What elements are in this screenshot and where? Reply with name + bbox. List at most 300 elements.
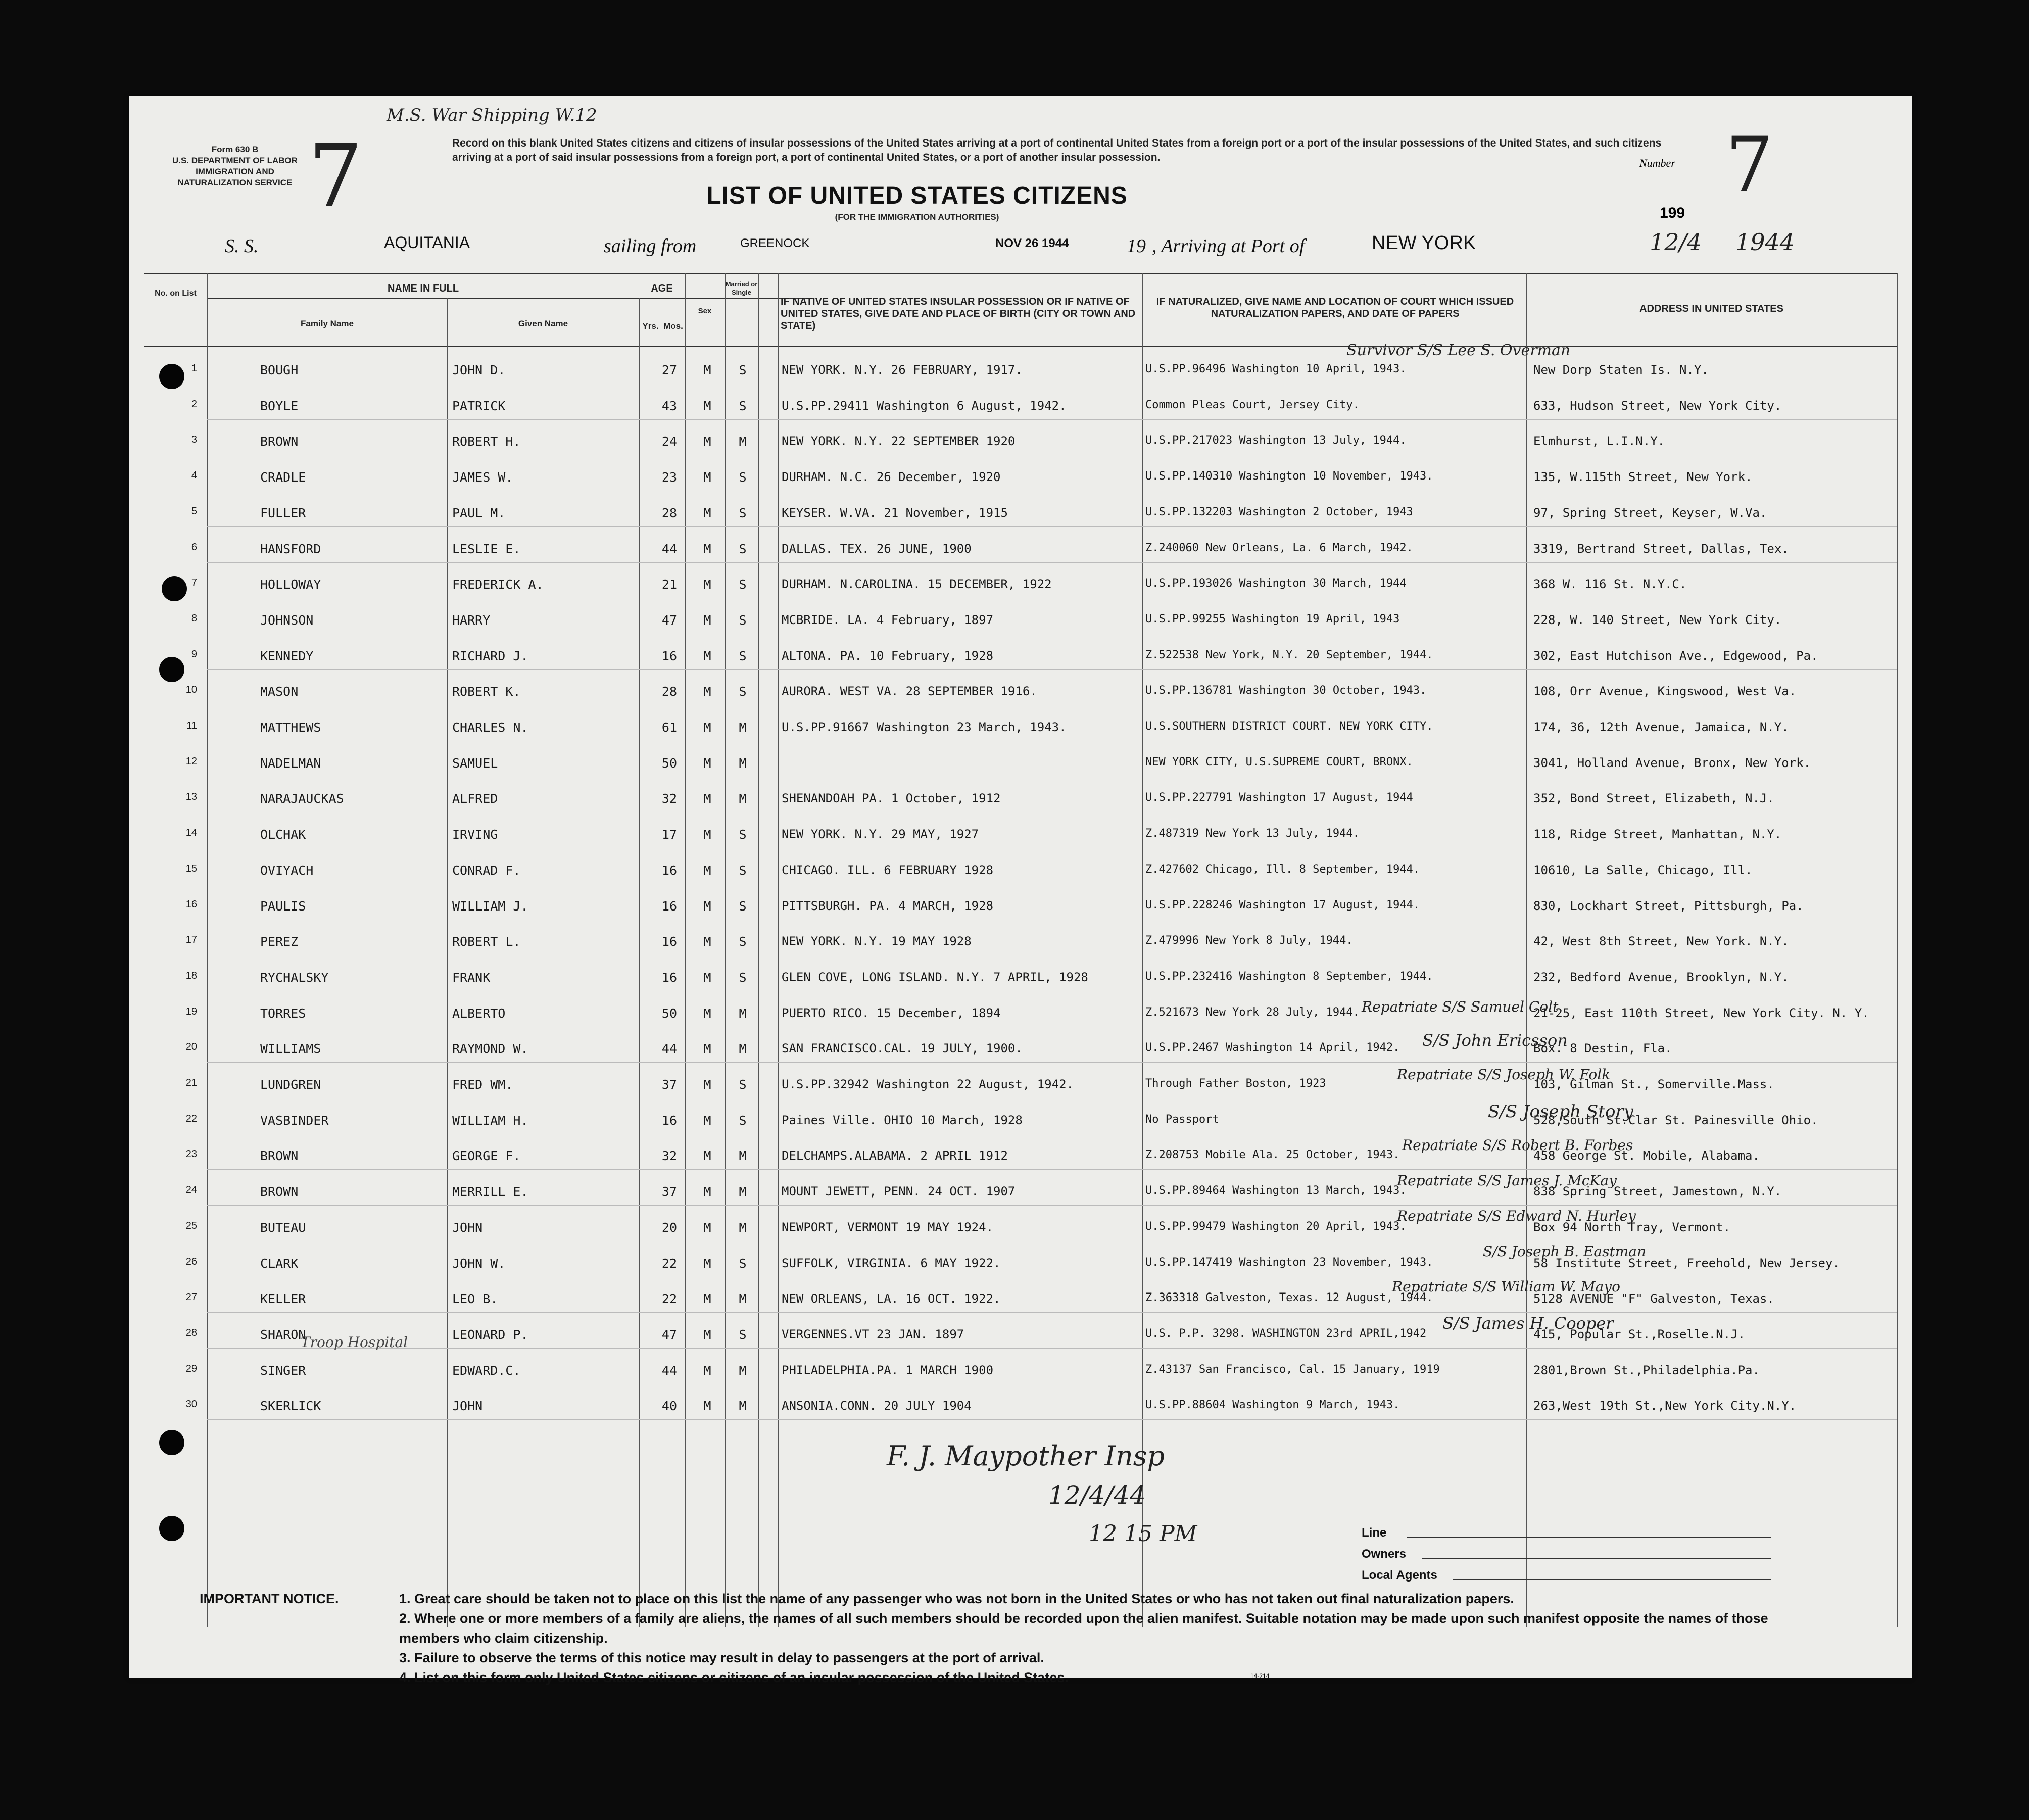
naturalization-info: U.S.PP.136781 Washington 30 October, 1943. xyxy=(1145,684,1427,697)
given-name: CHARLES N. xyxy=(452,720,528,735)
age: 27 xyxy=(661,363,677,377)
age: 44 xyxy=(661,1041,677,1057)
birth-info: NEWPORT, VERMONT 19 MAY 1924. xyxy=(782,1220,994,1234)
age: 20 xyxy=(661,1220,677,1235)
table-row xyxy=(129,1277,1912,1313)
address: 3319, Bertrand Street, Dallas, Tex. xyxy=(1533,541,1789,556)
annotation-john-ericsson: S/S John Ericsson xyxy=(1422,1031,1568,1050)
naturalization-info: Z.521673 New York 28 July, 1944. xyxy=(1145,1005,1360,1019)
address: 302, East Hutchison Ave., Edgewood, Pa. xyxy=(1533,648,1818,663)
top-handwritten-note: M.S. War Shipping W.12 xyxy=(387,105,597,125)
table-row xyxy=(129,849,1912,884)
age: 21 xyxy=(661,577,677,592)
sex: M xyxy=(703,863,711,878)
header-family-name: Family Name xyxy=(301,319,354,328)
address: 58 Institute Street, Freehold, New Jersey. xyxy=(1533,1256,1840,1270)
row-number: 22 xyxy=(185,1113,197,1124)
naturalization-info: U.S.PP.99479 Washington 20 April, 1943. xyxy=(1145,1220,1407,1233)
table-row xyxy=(129,920,1912,955)
age: 16 xyxy=(661,970,677,985)
address: 830, Lockhart Street, Pittsburgh, Pa. xyxy=(1533,898,1804,913)
marital-status: S xyxy=(739,363,747,377)
family-name: HANSFORD xyxy=(260,541,321,556)
header-birth: IF NATIVE OF UNITED STATES INSULAR POSSESSION OR IF NATIVE OF UNITED STATES, GIVE DATE AND PLACE OF BIRTH (CITY OR TOWN AND STATE) xyxy=(781,296,1136,331)
table-row xyxy=(129,1206,1912,1241)
notice-item-1: 1. Great care should be taken not to place on this list the name of any passenger who was not born in the United States or who has not taken out final naturalization papers. xyxy=(399,1591,1514,1606)
naturalization-info: U.S.PP.232416 Washington 8 September, 1944. xyxy=(1145,970,1433,983)
naturalization-info: U.S.PP.99255 Washington 19 April, 1943 xyxy=(1145,612,1400,626)
address: 458 George St. Mobile, Alabama. xyxy=(1533,1148,1760,1163)
header-sex: Sex xyxy=(698,307,712,315)
sex: M xyxy=(703,791,711,806)
marital-status: M xyxy=(739,1399,747,1414)
naturalization-info: U.S.PP.132203 Washington 2 October, 1943 xyxy=(1145,505,1413,518)
given-name: HARRY xyxy=(452,612,491,628)
birth-info: KEYSER. W.VA. 21 November, 1915 xyxy=(782,505,1008,520)
naturalization-info: U.S. P.P. 3298. WASHINGTON 23rd APRIL,1942 xyxy=(1145,1327,1427,1340)
page-title: LIST OF UNITED STATES CITIZENS xyxy=(706,182,1128,209)
marital-status: M xyxy=(739,1184,747,1200)
header-name-in-full: NAME IN FULL xyxy=(387,283,459,294)
footer-agents-label: Local Agents xyxy=(1362,1568,1437,1582)
header-age: AGE xyxy=(651,283,673,294)
sex: M xyxy=(703,1184,711,1200)
given-name: LESLIE E. xyxy=(452,541,521,556)
age: 28 xyxy=(661,684,677,699)
sex: M xyxy=(703,363,711,377)
row-number: 28 xyxy=(185,1327,197,1338)
family-name: JOHNSON xyxy=(260,612,314,628)
family-name: BROWN xyxy=(260,1148,299,1164)
row-number: 18 xyxy=(185,970,197,981)
naturalization-info: Z.363318 Galveston, Texas. 12 August, 1944. xyxy=(1145,1291,1433,1305)
year-prefix: 19 xyxy=(1127,235,1146,257)
sex: M xyxy=(703,934,711,949)
birth-info: U.S.PP.32942 Washington 22 August, 1942. xyxy=(782,1077,1074,1091)
age: 47 xyxy=(661,612,677,628)
address: 228, W. 140 Street, New York City. xyxy=(1533,612,1782,627)
annotation-joseph-eastman: S/S Joseph B. Eastman xyxy=(1483,1243,1646,1260)
address: 838 Spring Street, Jamestown, N.Y. xyxy=(1533,1184,1782,1199)
family-name: KELLER xyxy=(260,1291,306,1307)
table-row xyxy=(129,528,1912,563)
sex: M xyxy=(703,684,711,699)
table-row xyxy=(129,420,1912,455)
table-row xyxy=(129,1134,1912,1170)
marital-status: S xyxy=(739,398,747,413)
naturalization-info: Z.487319 New York 13 July, 1944. xyxy=(1145,827,1360,840)
row-number: 21 xyxy=(185,1077,197,1088)
sex: M xyxy=(703,720,711,735)
naturalization-info: Z.240060 New Orleans, La. 6 March, 1942. xyxy=(1145,541,1413,554)
row-number: 5 xyxy=(191,505,197,517)
address: 97, Spring Street, Keyser, W.Va. xyxy=(1533,505,1767,520)
important-notice xyxy=(200,1589,1816,1688)
row-number: 11 xyxy=(186,720,197,731)
table-row xyxy=(129,1099,1912,1134)
address: 368 W. 116 St. N.Y.C. xyxy=(1533,577,1687,592)
record-instructions: Record on this blank United States citizens and citizens of insular possessions of the United States arriving at a port of continental United States from a foreign port or a port of the insular possessions of the United States, and such citizens arriving at a port of said insular possessions from a foreign port, a port of continental United States, or a port of another insular possession. xyxy=(452,137,1662,163)
age: 37 xyxy=(661,1184,677,1200)
age: 37 xyxy=(661,1077,677,1092)
birth-info: MCBRIDE. LA. 4 February, 1897 xyxy=(782,612,994,627)
naturalization-info: Common Pleas Court, Jersey City. xyxy=(1145,398,1360,411)
family-name: WILLIAMS xyxy=(260,1041,321,1057)
address: 135, W.115th Street, New York. xyxy=(1533,470,1753,485)
row-number: 19 xyxy=(185,1005,197,1017)
marital-status: S xyxy=(739,898,747,914)
annotation-troop-hospital: Troop Hospital xyxy=(301,1334,408,1351)
arrival-port: NEW YORK xyxy=(1372,232,1476,254)
age: 16 xyxy=(661,1113,677,1128)
row-number: 26 xyxy=(185,1256,197,1267)
form-info xyxy=(169,144,301,188)
sex: M xyxy=(703,1113,711,1128)
sex: M xyxy=(703,577,711,592)
birth-info: DELCHAMPS.ALABAMA. 2 APRIL 1912 xyxy=(782,1148,1008,1163)
age: 32 xyxy=(661,1148,677,1164)
sex: M xyxy=(703,1399,711,1414)
address: 3041, Holland Avenue, Bronx, New York. xyxy=(1533,755,1811,770)
sex: M xyxy=(703,970,711,985)
address: 352, Bond Street, Elizabeth, N.J. xyxy=(1533,791,1774,806)
naturalization-info: Z.208753 Mobile Ala. 25 October, 1943. xyxy=(1145,1148,1400,1162)
age: 16 xyxy=(661,898,677,914)
marital-status: M xyxy=(739,720,747,735)
annotation-william-mayo: Repatriate S/S William W. Mayo xyxy=(1392,1278,1620,1295)
address: 103, Gilman St., Somerville.Mass. xyxy=(1533,1077,1774,1091)
table-row xyxy=(129,670,1912,705)
age: 23 xyxy=(661,470,677,485)
footer-owners-label: Owners xyxy=(1362,1547,1407,1561)
address: 232, Bedford Avenue, Brooklyn, N.Y. xyxy=(1533,970,1789,984)
header-no-on-list: No. on List xyxy=(155,289,197,298)
annotation-survivor: Survivor S/S Lee S. Overman xyxy=(1346,342,1571,359)
address: 42, West 8th Street, New York. N.Y. xyxy=(1533,934,1789,949)
family-name: MATTHEWS xyxy=(260,720,321,735)
age: 50 xyxy=(661,755,677,771)
row-number: 17 xyxy=(185,934,197,946)
marital-status: M xyxy=(739,1220,747,1235)
family-name: OVIYACH xyxy=(260,863,314,878)
sex: M xyxy=(703,470,711,485)
annotation-james-cooper: S/S James H. Cooper xyxy=(1442,1314,1614,1333)
row-number: 2 xyxy=(191,398,197,410)
notice-heading: IMPORTANT NOTICE. xyxy=(200,1591,339,1606)
birth-info: DURHAM. N.CAROLINA. 15 DECEMBER, 1922 xyxy=(782,577,1052,592)
page-subtitle: (FOR THE IMMIGRATION AUTHORITIES) xyxy=(835,212,999,222)
table-row xyxy=(129,885,1912,920)
marital-status: S xyxy=(739,1077,747,1092)
address: 633, Hudson Street, New York City. xyxy=(1533,398,1782,413)
table-row xyxy=(129,706,1912,741)
marital-status: S xyxy=(739,612,747,628)
age: 16 xyxy=(661,648,677,663)
table-row xyxy=(129,1027,1912,1063)
sex: M xyxy=(703,612,711,628)
address: 528,South St.Clar St. Painesville Ohio. xyxy=(1533,1113,1818,1127)
address: 108, Orr Avenue, Kingswood, West Va. xyxy=(1533,684,1797,699)
big-list-number: 7 xyxy=(308,126,363,226)
age: 17 xyxy=(661,827,677,842)
address: 21-25, East 110th Street, New York City. N. Y. xyxy=(1533,1005,1869,1020)
sex: M xyxy=(703,398,711,413)
sex: M xyxy=(703,541,711,556)
given-name: GEORGE F. xyxy=(452,1148,521,1164)
marital-status: M xyxy=(739,1005,747,1021)
naturalization-info: Through Father Boston, 1923 xyxy=(1145,1077,1326,1090)
punch-hole xyxy=(159,1430,184,1455)
naturalization-info: Z.479996 New York 8 July, 1944. xyxy=(1145,934,1353,947)
table-row xyxy=(129,599,1912,634)
given-name: JAMES W. xyxy=(452,470,513,485)
naturalization-info: Z.522538 New York, N.Y. 20 September, 1944. xyxy=(1145,648,1433,661)
naturalization-info: No Passport xyxy=(1145,1113,1219,1126)
marital-status: M xyxy=(739,1363,747,1378)
sex: M xyxy=(703,755,711,771)
table-row xyxy=(129,1349,1912,1384)
table-row xyxy=(129,742,1912,777)
row-number: 24 xyxy=(185,1184,197,1196)
marital-status: S xyxy=(739,505,747,520)
family-name: FULLER xyxy=(260,505,306,520)
age: 22 xyxy=(661,1291,677,1307)
family-name: KENNEDY xyxy=(260,648,314,663)
table-row xyxy=(129,777,1912,812)
row-number: 7 xyxy=(191,577,197,589)
family-name: RYCHALSKY xyxy=(260,970,329,985)
given-name: EDWARD.C. xyxy=(452,1363,521,1378)
table-row xyxy=(129,1063,1912,1098)
marital-status: S xyxy=(739,1256,747,1271)
naturalization-info: U.S.PP.217023 Washington 13 July, 1944. xyxy=(1145,434,1407,447)
family-name: TORRES xyxy=(260,1005,306,1021)
given-name: IRVING xyxy=(452,827,498,842)
given-name: ALBERTO xyxy=(452,1005,506,1021)
sailing-label: sailing from xyxy=(604,235,697,257)
row-number: 27 xyxy=(185,1291,197,1303)
birth-info: NEW ORLEANS, LA. 16 OCT. 1922. xyxy=(782,1291,1001,1306)
age: 32 xyxy=(661,791,677,806)
inspector-signature: F. J. Maypother Insp xyxy=(887,1440,1165,1472)
given-name: ROBERT L. xyxy=(452,934,521,949)
birth-info: U.S.PP.29411 Washington 6 August, 1942. xyxy=(782,398,1067,413)
row-number: 20 xyxy=(185,1041,197,1053)
row-number: 12 xyxy=(185,755,197,767)
birth-info: SHENANDOAH PA. 1 October, 1912 xyxy=(782,791,1001,806)
age: 24 xyxy=(661,434,677,449)
birth-info: NEW YORK. N.Y. 19 MAY 1928 xyxy=(782,934,972,949)
table-row xyxy=(129,635,1912,670)
birth-info: SUFFOLK, VIRGINIA. 6 MAY 1922. xyxy=(782,1256,1001,1270)
family-name: CRADLE xyxy=(260,470,306,485)
family-name: NADELMAN xyxy=(260,755,321,771)
annotation-joseph-folk: Repatriate S/S Joseph W. Folk xyxy=(1397,1066,1611,1083)
family-name: HOLLOWAY xyxy=(260,577,321,592)
given-name: SAMUEL xyxy=(452,755,498,771)
marital-status: S xyxy=(739,470,747,485)
family-name: PAULIS xyxy=(260,898,306,914)
arrival-year: 1944 xyxy=(1735,228,1795,256)
given-name: FREDERICK A. xyxy=(452,577,544,592)
given-name: PATRICK xyxy=(452,398,506,413)
sex: M xyxy=(703,505,711,520)
signature-time: 12 15 PM xyxy=(1089,1521,1197,1547)
service-name: IMMIGRATION AND NATURALIZATION SERVICE xyxy=(177,167,293,187)
birth-info: CHICAGO. ILL. 6 FEBRUARY 1928 xyxy=(782,863,994,877)
birth-info: Paines Ville. OHIO 10 March, 1928 xyxy=(782,1113,1023,1127)
notice-item-3: 3. Failure to observe the terms of this notice may result in delay to passengers at the port of arrival. xyxy=(399,1650,1044,1665)
signature-date: 12/4/44 xyxy=(1048,1480,1146,1510)
footer-line-label: Line xyxy=(1362,1526,1387,1540)
family-name: PEREZ xyxy=(260,934,299,949)
sex: M xyxy=(703,1148,711,1164)
family-name: SKERLICK xyxy=(260,1399,321,1414)
marital-status: M xyxy=(739,1291,747,1307)
address: Elmhurst, L.I.N.Y. xyxy=(1533,434,1665,449)
row-number: 14 xyxy=(185,827,197,839)
row-number: 1 xyxy=(191,363,197,374)
marital-status: S xyxy=(739,577,747,592)
notice-item-2: 2. Where one or more members of a family are aliens, the names of all such members should be recorded upon the alien manifest. Suitable notation may be made upon such manifest opposite the names of those members who claim citizenship. xyxy=(399,1611,1768,1646)
naturalization-info: U.S.PP.228246 Washington 17 August, 1944. xyxy=(1145,898,1420,912)
address: 118, Ridge Street, Manhattan, N.Y. xyxy=(1533,827,1782,842)
ship-name: AQUITANIA xyxy=(384,233,470,252)
header-given-name: Given Name xyxy=(518,319,568,328)
row-number: 29 xyxy=(185,1363,197,1374)
given-name: ROBERT K. xyxy=(452,684,521,699)
given-name: JOHN W. xyxy=(452,1256,506,1271)
family-name: SINGER xyxy=(260,1363,306,1378)
birth-info: DURHAM. N.C. 26 December, 1920 xyxy=(782,470,1001,485)
number-label: Number xyxy=(1639,157,1675,169)
header-married-single: Married or Single xyxy=(725,280,758,296)
marital-status: S xyxy=(739,1113,747,1128)
sex: M xyxy=(703,648,711,663)
given-name: LEONARD P. xyxy=(452,1327,528,1342)
punch-hole xyxy=(159,364,184,389)
naturalization-info: U.S.PP.89464 Washington 13 March, 1943. xyxy=(1145,1184,1407,1198)
row-number: 3 xyxy=(191,434,197,446)
marital-status: M xyxy=(739,1041,747,1057)
sex: M xyxy=(703,898,711,914)
age: 50 xyxy=(661,1005,677,1021)
sex: M xyxy=(703,1077,711,1092)
family-name: CLARK xyxy=(260,1256,299,1271)
table-row xyxy=(129,1170,1912,1206)
table-row xyxy=(129,1384,1912,1420)
given-name: PAUL M. xyxy=(452,505,506,520)
row-number: 4 xyxy=(191,470,197,482)
birth-info: ALTONA. PA. 10 February, 1928 xyxy=(782,648,994,663)
address: 263,West 19th St.,New York City.N.Y. xyxy=(1533,1399,1797,1413)
birth-info: AURORA. WEST VA. 28 SEPTEMBER 1916. xyxy=(782,684,1037,699)
table-row xyxy=(129,492,1912,527)
form-number: Form 630 B xyxy=(211,145,259,154)
address: Box. 8 Destin, Fla. xyxy=(1533,1041,1672,1056)
given-name: ROBERT H. xyxy=(452,434,521,449)
number-value: 7 xyxy=(1725,121,1774,209)
birth-info: NEW YORK. N.Y. 29 MAY, 1927 xyxy=(782,827,979,842)
naturalization-info: U.S.PP.140310 Washington 10 November, 1943. xyxy=(1145,470,1433,483)
given-name: WILLIAM J. xyxy=(452,898,528,914)
given-name: JOHN xyxy=(452,1220,483,1235)
marital-status: M xyxy=(739,791,747,806)
given-name: JOHN D. xyxy=(452,363,506,377)
address: 174, 36, 12th Avenue, Jamaica, N.Y. xyxy=(1533,720,1789,734)
marital-status: S xyxy=(739,827,747,842)
given-name: FRED WM. xyxy=(452,1077,513,1092)
row-number: 6 xyxy=(191,541,197,553)
birth-info: PITTSBURGH. PA. 4 MARCH, 1928 xyxy=(782,898,994,913)
family-name: NARAJAUCKAS xyxy=(260,791,344,806)
family-name: OLCHAK xyxy=(260,827,306,842)
naturalization-info: U.S.PP.227791 Washington 17 August, 1944 xyxy=(1145,791,1413,804)
age: 22 xyxy=(661,1256,677,1271)
row-number: 15 xyxy=(185,863,197,874)
family-name: BOUGH xyxy=(260,363,299,377)
sex: M xyxy=(703,1327,711,1342)
table-row xyxy=(129,385,1912,420)
arriving-label: , Arriving at Port of xyxy=(1152,235,1305,257)
arrival-date: 12/4 xyxy=(1650,228,1702,256)
row-number: 23 xyxy=(185,1148,197,1160)
marital-status: S xyxy=(739,970,747,985)
marital-status: S xyxy=(739,541,747,556)
age: 44 xyxy=(661,1363,677,1378)
sail-date: NOV 26 1944 xyxy=(995,236,1069,250)
table-row xyxy=(129,813,1912,848)
birth-info: GLEN COVE, LONG ISLAND. N.Y. 7 APRIL, 1928 xyxy=(782,970,1088,984)
sex: M xyxy=(703,1005,711,1021)
table-row xyxy=(129,563,1912,598)
ship-prefix: S. S. xyxy=(225,235,259,257)
sex: M xyxy=(703,1256,711,1271)
manifest-page xyxy=(129,96,1912,1685)
age: 61 xyxy=(661,720,677,735)
age: 47 xyxy=(661,1327,677,1342)
sex: M xyxy=(703,1363,711,1378)
marital-status: S xyxy=(739,648,747,663)
naturalization-info: U.S.PP.88604 Washington 9 March, 1943. xyxy=(1145,1399,1400,1412)
birth-info: U.S.PP.91667 Washington 23 March, 1943. xyxy=(782,720,1067,734)
marital-status: S xyxy=(739,684,747,699)
row-number: 9 xyxy=(191,648,197,660)
birth-info: NEW YORK. N.Y. 26 FEBRUARY, 1917. xyxy=(782,363,1023,377)
printed-year: 199 xyxy=(1660,205,1685,221)
address: 10610, La Salle, Chicago, Ill. xyxy=(1533,863,1753,877)
address: 5128 AVENUE "F" Galveston, Texas. xyxy=(1533,1291,1774,1306)
form-code: 14-214 xyxy=(1250,1672,1270,1680)
age: 44 xyxy=(661,541,677,556)
row-number: 30 xyxy=(185,1399,197,1410)
annotation-joseph-story: S/S Joseph Story xyxy=(1488,1101,1633,1122)
naturalization-info: U.S.PP.96496 Washington 10 April, 1943. xyxy=(1145,363,1407,375)
marital-status: S xyxy=(739,863,747,878)
address: Box 94 North Tray, Vermont. xyxy=(1533,1220,1731,1234)
header-bottom-border xyxy=(144,346,1897,347)
department-name: U.S. DEPARTMENT OF LABOR xyxy=(172,156,298,165)
given-name: LEO B. xyxy=(452,1291,498,1307)
given-name: RAYMOND W. xyxy=(452,1041,528,1057)
address: New Dorp Staten Is. N.Y. xyxy=(1533,363,1709,377)
given-name: JOHN xyxy=(452,1399,483,1414)
address: 2801,Brown St.,Philadelphia.Pa. xyxy=(1533,1363,1760,1377)
given-name: FRANK xyxy=(452,970,491,985)
given-name: CONRAD F. xyxy=(452,863,521,878)
family-name: LUNDGREN xyxy=(260,1077,321,1092)
naturalization-info: U.S.SOUTHERN DISTRICT COURT. NEW YORK CITY. xyxy=(1145,720,1433,733)
